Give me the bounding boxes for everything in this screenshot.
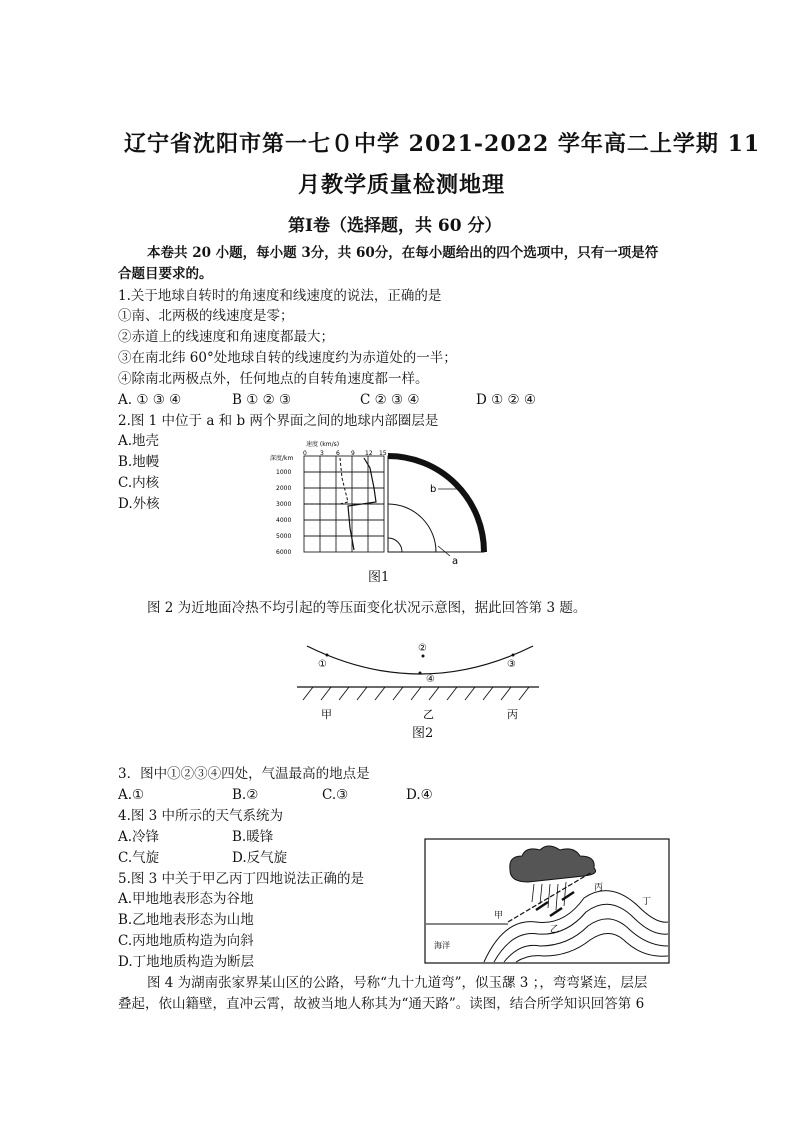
fig1-label-a: a [452, 556, 459, 567]
fig4-intro-line2: 叠起，依山籍壁，直冲云霄，故被当地人称其为“通天路”。读图，结合所学知识回答第 6 [118, 996, 645, 1012]
q2-option-d: D.外核 [118, 496, 160, 512]
q2-option-b: B.地幔 [118, 454, 160, 470]
fig2-dot-1 [326, 654, 329, 657]
fig2-ground-bing: 丙 [507, 708, 518, 720]
fig2-point-4: ④ [426, 674, 435, 685]
document-title-line2: 月教学质量检测地理 [298, 172, 506, 198]
fig2-ground-hatching [303, 687, 529, 700]
fig2-dot-2 [422, 655, 425, 658]
fig1-label-b: b [430, 484, 437, 495]
figure-1-caption: 图1 [368, 570, 390, 585]
fig1-earth-quadrant [388, 456, 484, 552]
fig3-label-yi: 乙 [550, 925, 560, 935]
q4-option-d: D.反气旋 [232, 850, 288, 866]
fig2-dot-4 [419, 672, 422, 675]
fig1-s-wave-curve [340, 458, 348, 504]
q1-statement-3: ③在南北纬 60°处地球自转的线速度约为赤道处的一半； [118, 350, 457, 366]
fig2-ground-jia: 甲 [321, 708, 332, 720]
instruction-line1: 本卷共 20 小题，每小题 3分，共 60分，在每小题给出的四个选项中，只有一项是符 [147, 245, 659, 261]
fig1-depth-ticks [276, 469, 291, 556]
q3-option-a: A.① [118, 787, 145, 803]
q1-option-c: C ② ③ ④ [360, 392, 420, 408]
q2-option-a: A.地壳 [118, 433, 160, 449]
fig1-depth-tick: 1000 [276, 469, 292, 476]
fig3-sea-label: 海洋 [434, 941, 450, 950]
fig2-point-1: ① [318, 659, 327, 670]
figure-2-isobaric-surface [295, 632, 545, 720]
q3-option-d: D.④ [406, 787, 433, 803]
q5-option-c: C.丙地地质构造为向斜 [118, 933, 254, 949]
q4-stem: 4.图 3 中所示的天气系统为 [118, 808, 284, 824]
q4-option-a: A.冷锋 [118, 829, 160, 845]
fig2-point-3: ③ [507, 659, 516, 670]
fig1-pointer-a [438, 546, 450, 556]
q3-option-c: C.③ [322, 787, 349, 803]
section-heading: 第Ⅰ卷（选择题，共 60 分） [288, 216, 502, 236]
figure-1-earth-interior [270, 438, 490, 568]
q4-option-c: C.气旋 [118, 850, 160, 866]
fig1-speed-tick: 15 [379, 450, 387, 457]
instruction-line2: 合题目要求的。 [118, 266, 213, 282]
q3-option-b: B.② [232, 787, 259, 803]
q5-option-d: D.丁地地质构造为断层 [118, 954, 255, 970]
q5-option-b: B.乙地地表形态为山地 [118, 912, 254, 928]
fig3-label-bing: 丙 [594, 883, 604, 893]
fig2-ground-yi: 乙 [423, 708, 434, 720]
q1-stem: 1.关于地球自转时的角速度和线速度的说法，正确的是 [118, 288, 442, 304]
q1-option-a: A. ① ③ ④ [118, 392, 182, 408]
fig4-intro-line1: 图 4 为湖南张家界某山区的公路，号称“九十九道弯”，似玉𦧲 3 ；，弯弯紧连，层层 [147, 975, 648, 991]
document-title-line1: 辽宁省沈阳市第一七０中学 2021-2022 学年高二上学期 11 [124, 131, 761, 157]
q2-option-c: C.内核 [118, 475, 160, 491]
fig1-depth-tick: 5000 [276, 533, 292, 540]
fig2-dot-3 [512, 654, 515, 657]
figure-3-front-geology [424, 838, 670, 964]
q4-option-b: B.暖锋 [232, 829, 274, 845]
q1-option-b: B ① ② ③ [232, 392, 292, 408]
fig2-point-2: ② [418, 643, 427, 654]
fig1-speed-tick: 9 [351, 450, 355, 457]
q1-statement-1: ①南、北两极的线速度是零； [118, 308, 294, 324]
fig1-depth-tick: 6000 [276, 549, 292, 556]
q2-stem: 2.图 1 中位于 a 和 b 两个界面之间的地球内部圈层是 [118, 413, 439, 429]
q1-option-d: D ① ② ④ [476, 392, 537, 408]
q5-stem: 5.图 3 中关于甲乙丙丁四地说法正确的是 [118, 871, 365, 887]
q5-option-a: A.甲地地表形态为谷地 [118, 891, 254, 907]
fig1-depth-tick: 4000 [276, 517, 292, 524]
fig1-speed-tick: 6 [336, 450, 340, 457]
figure-2-caption: 图2 [412, 726, 434, 741]
fig1-speed-tick: 3 [320, 450, 324, 457]
fig1-depth-tick: 3000 [276, 501, 292, 508]
q1-statement-4: ④除南北两极点外，任何地点的自转角速度都一样。 [118, 371, 429, 387]
fig3-label-jia: 甲 [494, 911, 504, 921]
fig3-label-ding: 丁 [642, 897, 652, 907]
fig1-speed-label: 速度 (km/s) [306, 441, 340, 448]
q1-statement-2: ②赤道上的线速度和角速度都最大； [118, 329, 334, 345]
fig1-speed-tick: 12 [365, 450, 373, 457]
q3-stem: 3．图中①②③④四处，气温最高的地点是 [118, 766, 370, 782]
fig2-intro: 图 2 为近地面冷热不均引起的等压面变化状况示意图，据此回答第 3 题。 [147, 600, 587, 616]
fig1-depth-label: 深度/km [270, 455, 294, 462]
fig1-speed-tick: 0 [303, 450, 307, 457]
fig1-depth-tick: 2000 [276, 485, 292, 492]
